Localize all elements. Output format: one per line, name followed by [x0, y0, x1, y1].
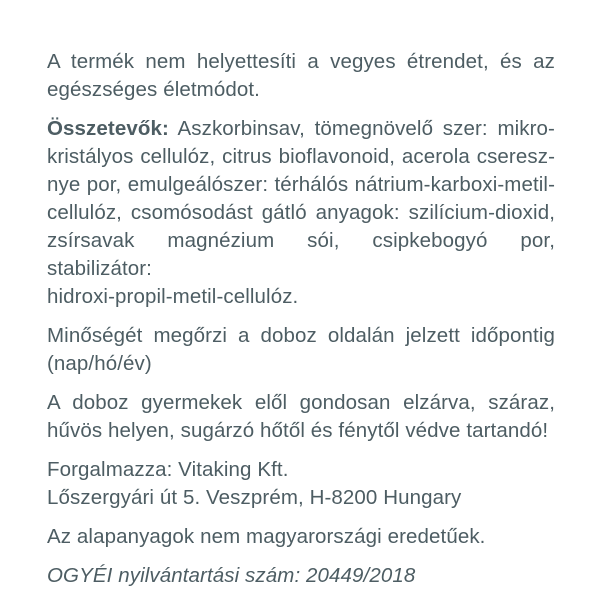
- paragraph-diet-disclaimer: [47, 48, 555, 104]
- text-segment: cellulóz, csomósodást gátló anyagok: szilícium-dioxid,: [47, 201, 555, 224]
- text-line: [47, 417, 555, 445]
- text-segment: A termék nem helyettesíti a vegyes étrendet, és az: [47, 50, 555, 73]
- text-line: [47, 115, 555, 143]
- paragraph-storage-warning: [47, 389, 555, 445]
- text-line: [47, 562, 555, 590]
- text-line: [47, 199, 555, 227]
- text-segment: Forgalmazza: Vitaking Kft.: [47, 458, 289, 481]
- text-segment: Minőségét megőrzi a doboz oldalán jelzett időpontig: [47, 324, 555, 347]
- text-segment: Az alapanyagok nem magyarországi eredetűek.: [47, 525, 486, 548]
- text-line: [47, 322, 555, 350]
- text-line: [47, 523, 555, 551]
- text-line: [47, 283, 555, 311]
- paragraph-origin: [47, 523, 555, 551]
- text-line: [47, 48, 555, 76]
- paragraph-distributor: [47, 456, 555, 512]
- text-segment: hűvös helyen, sugárzó hőtől és fénytől védve tartandó!: [47, 419, 549, 442]
- paragraph-registration-number: [47, 562, 555, 590]
- text-segment: zsírsavak magnézium sói, csipkebogyó por, stabilizátor:: [47, 229, 555, 280]
- paragraph-best-before: [47, 322, 555, 378]
- text-line: [47, 76, 555, 104]
- text-line: [47, 227, 555, 283]
- text-segment: egészséges életmódot.: [47, 78, 260, 101]
- text-segment: (nap/hó/év): [47, 352, 152, 375]
- product-label-text: [47, 48, 555, 601]
- text-segment: nye por, emulgeálószer: térhálós nátrium-karboxi-metil-: [47, 173, 555, 196]
- text-segment: A doboz gyermekek elől gondosan elzárva, száraz,: [47, 391, 555, 414]
- text-line: [47, 484, 555, 512]
- text-line: [47, 143, 555, 171]
- paragraph-ingredients: [47, 115, 555, 311]
- text-line: [47, 350, 555, 378]
- text-segment: OGYÉI nyilvántartási szám: 20449/2018: [47, 564, 416, 587]
- text-segment: Aszkorbinsav, tömegnövelő szer: mikro-: [168, 117, 555, 140]
- text-line: [47, 456, 555, 484]
- text-segment: hidroxi-propil-metil-cellulóz.: [47, 285, 299, 308]
- text-segment: kristályos cellulóz, citrus bioflavonoid, acerola cseresz-: [47, 145, 555, 168]
- text-line: [47, 171, 555, 199]
- text-segment-bold: Összetevők:: [47, 117, 169, 140]
- text-segment: Lőszergyári út 5. Veszprém, H-8200 Hungary: [47, 486, 462, 509]
- text-line: [47, 389, 555, 417]
